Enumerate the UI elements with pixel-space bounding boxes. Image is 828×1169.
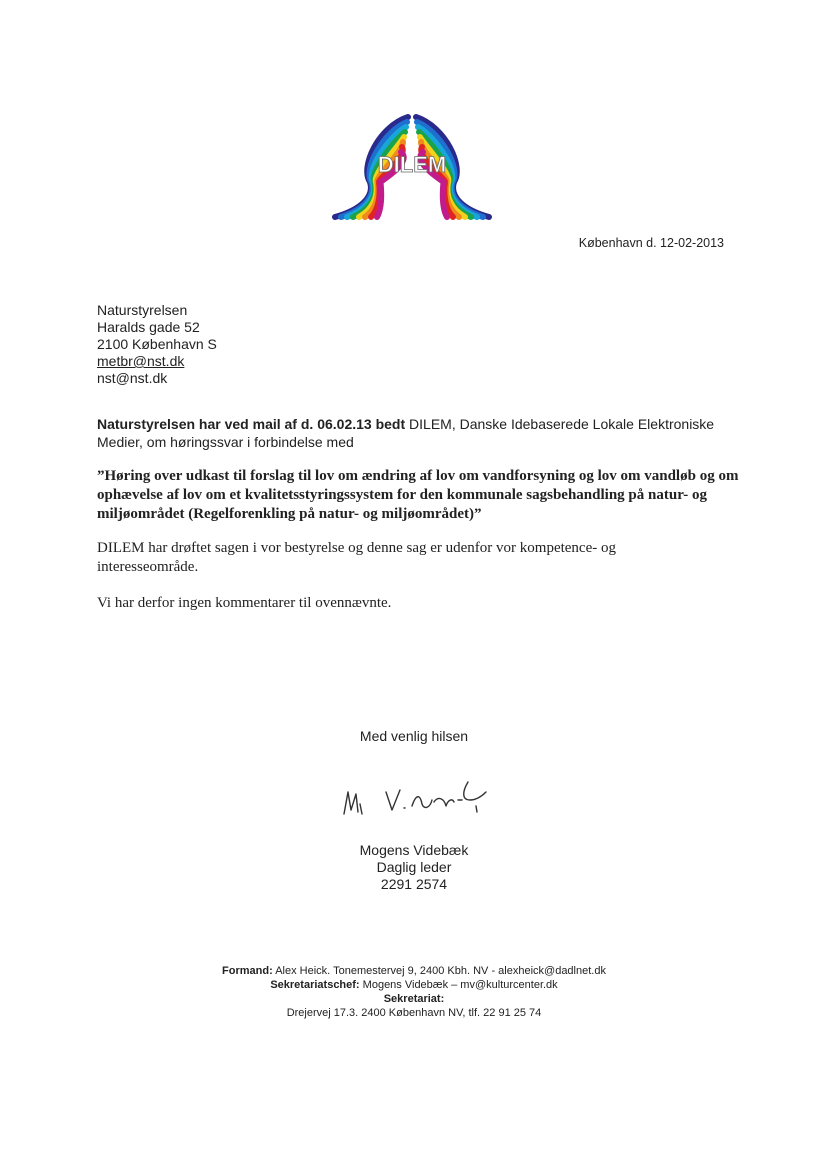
body-paragraph-2: Vi har derfor ingen kommentarer til ovennævnte. <box>97 595 392 611</box>
footer-line-1 <box>0 964 828 978</box>
footer-line-3 <box>0 992 828 1006</box>
footer-chair-text: Alex Heick. Tonemestervej 9, 2400 Kbh. NV - alexheick@dadlnet.dk <box>272 965 606 977</box>
footer-secretary-text: Mogens Videbæk – mv@kulturcenter.dk <box>359 979 558 991</box>
logo-text: DILEM <box>377 152 447 177</box>
closing-greeting: Med venlig hilsen <box>359 728 469 744</box>
footer-line-2 <box>0 978 828 992</box>
footer-secretary-label: Sekretariatschef: <box>270 979 360 991</box>
intro-paragraph <box>97 415 737 451</box>
signer-name: Mogens Videbæk <box>359 842 469 858</box>
handwritten-signature <box>336 770 506 826</box>
recipient-name: Naturstyrelsen <box>97 302 188 318</box>
recipient-email-link[interactable]: metbr@nst.dk <box>97 353 185 369</box>
recipient-address <box>97 302 217 387</box>
subject-heading: ”Høring over udkast til forslag til lov om ændring af lov om vandforsyning og lov om vandløb og om ophævelse af lov om et kvalitetsstyringssystem for den kommunale sagsbehandling på natur- og miljøområdet (Regelforenkling på natur- og miljøområdet)” <box>97 468 739 522</box>
recipient-city: 2100 København S <box>97 336 217 352</box>
footer-line-4: Drejervej 17.3. 2400 København NV, tlf. 22 91 25 74 <box>286 1007 542 1019</box>
dilem-logo <box>330 112 494 222</box>
letter-date: København d. 12-02-2013 <box>578 236 724 250</box>
intro-bold: Naturstyrelsen har ved mail af d. 06.02.13 bedt <box>97 416 406 432</box>
signer-block <box>0 842 828 893</box>
body-paragraph-1: DILEM har drøftet sagen i vor bestyrelse og denne sag er udenfor vor kompetence- og interesseområde. <box>97 540 616 575</box>
signer-phone: 2291 2574 <box>380 876 448 892</box>
recipient-street: Haralds gade 52 <box>97 319 200 335</box>
recipient-email: nst@nst.dk <box>97 370 168 386</box>
dilem-logo-graphic <box>330 112 494 222</box>
letter-footer <box>0 964 828 1020</box>
signature-graphic <box>336 770 506 826</box>
intro-rest: DILEM, Danske Idebaserede Lokale Elektroniske Medier, om høringssvar i forbindelse med <box>97 416 715 450</box>
signer-title: Daglig leder <box>376 859 452 875</box>
footer-chair-label: Formand: <box>222 965 273 977</box>
footer-secretariat-label: Sekretariat: <box>383 993 445 1005</box>
